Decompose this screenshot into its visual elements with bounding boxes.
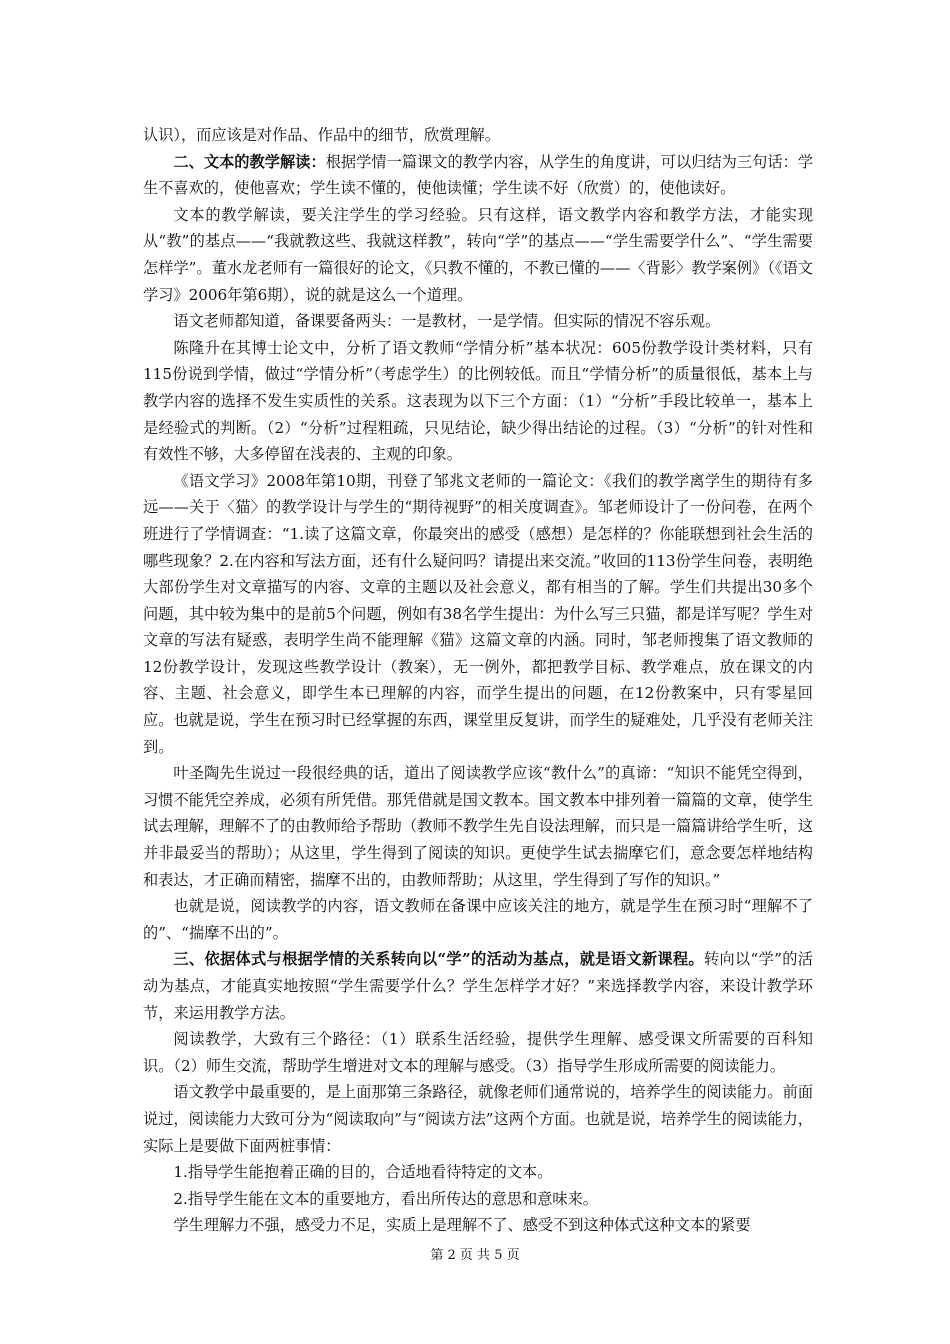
paragraph [143, 760, 813, 893]
paragraph [143, 893, 813, 946]
paragraph-text: 转向以“学”的活动为基点，才能真实地按照“学生需要学什么？学生怎样学才好？”来选择教学内容，来设计教学环节，来运用教学方法。 [143, 950, 813, 1022]
paragraph-text: 阅读教学，大致有三个路径：（1）联系生活经验，提供学生理解、感受课文所需要的百科知识。（2）师生交流，帮助学生增进对文本的理解与感受。（3）指导学生形成所需要的阅读能力。 [143, 1030, 813, 1075]
paragraph-text: 陈隆升在其博士论文中，分析了语文教师“学情分析”基本状况：605份教学设计类材料，只有115份说到学情，做过“学情分析”（考虑学生）的比例较低。而且“学情分析”的质量很低，基本上与教学内容的选择不发生实质性的关系。这表现为以下三个方面：（1）“分析”手段比较单一，基本上是经验式的判断。（2）“分析”过程粗疏，只见结论，缺少得出结论的过程。（3）“分析”的针对性和有效性不够，大多停留在浅表的、主观的印象。 [143, 338, 813, 464]
paragraph [143, 1159, 813, 1186]
paragraph-text: 2.指导学生能在文本的重要地方，看出所传达的意思和意味来。 [173, 1189, 598, 1208]
paragraph [143, 1212, 813, 1239]
paragraph [143, 202, 813, 308]
paragraph [143, 149, 813, 202]
page-footer: 第 2 页 共 5 页 [430, 1248, 520, 1263]
paragraph-text: 文本的教学解读，要关注学生的学习经验。只有这样，语文教学内容和教学方法，才能实现从“教”的基点——“我就教这些、我就这样教”，转向“学”的基点——“学生需要学什么”、“学生需要怎样学”。董水龙老师有一篇很好的论文，《只教不懂的，不教已懂的——〈背影〉教学案例》（《语文学习》2006年第6期），说的就是这么一个道理。 [143, 205, 813, 304]
paragraph [143, 122, 813, 149]
paragraph-heading: 三、依据体式与根据学情的关系转向以“学”的活动为基点，就是语文新课程。 [173, 950, 704, 969]
paragraph [143, 1026, 813, 1079]
paragraph [143, 308, 813, 335]
paragraph-text: 语文教学中最重要的，是上面那第三条路径，就像老师们通常说的，培养学生的阅读能力。前面说过，阅读能力大致可分为“阅读取向”与“阅读方法”这两个方面。也就是说，培养学生的阅读能力，实际上是要做下面两桩事情： [143, 1083, 813, 1155]
paragraph-text: 1.指导学生能抱着正确的目的，合适地看待特定的文本。 [173, 1163, 553, 1182]
paragraph-text: 认识），而应该是对作品、作品中的细节，欣赏理解。 [143, 126, 500, 144]
paragraph-text: 根据学情一篇课文的教学内容，从学生的角度讲，可以归结为三句话：学生不喜欢的，使他喜欢；学生读不懂的，使他读懂；学生读不好（欣赏）的，使他读好。 [143, 152, 814, 198]
paragraph-text: 《语文学习》2008年第10期，刊登了邹兆文老师的一篇论文：《我们的教学离学生的期待有多远——关于〈猫〉的教学设计与学生的“期待视野”的相关度调查》。邹老师设计了一份问卷，在两个班进行了学情调查：“1.读了这篇文章，你最突出的感受（感想）是怎样的？你能联想到社会生活的哪些现象？2.在内容和写法方面，还有什么疑问吗？请提出来交流。”收回的113份学生问卷，表明绝大部份学生对文章描写的内容、文章的主题以及社会意义，都有相当的了解。学生们共提出30多个问题，其中较为集中的是前5个问题，例如有38名学生提出：为什么写三只猫，都是详写呢？学生对文章的写法有疑惑，表明学生尚不能理解《猫》这篇文章的内涵。同时，邹老师搜集了语文教师的12份教学设计，发现这些教学设计（教案），无一例外，都把教学目标、教学难点，放在课文的内容、主题、社会意义，即学生本已理解的内容，而学生提出的问题，在12份教案中，只有零星回应。也就是说，学生在预习时已经掌握的东西，课堂里反复讲，而学生的疑难处，几乎没有老师关注到。 [143, 471, 813, 756]
paragraph-heading: 二、文本的教学解读： [173, 152, 326, 171]
paragraph [143, 468, 813, 761]
paragraph [143, 1186, 813, 1213]
paragraph-text: 语文老师都知道，备课要备两头：一是教材，一是学情。但实际的情况不容乐观。 [173, 312, 721, 331]
paragraph [143, 1079, 813, 1159]
paragraph-text: 也就是说，阅读教学的内容，语文教师在备课中应该关注的地方，就是学生在预习时“理解不了的”、“揣摩不出的”。 [143, 897, 813, 942]
paragraph-text: 叶圣陶先生说过一段很经典的话，道出了阅读教学应该“教什么”的真谛：“知识不能凭空得到，习惯不能凭空养成，必须有所凭借。那凭借就是国文教本。国文教本中排列着一篇篇的文章，使学生试去理解，理解不了的由教师给予帮助（教师不教学生先自设法理解，而只是一篇篇讲给学生听，这并非最妥当的帮助）；从这里，学生得到了阅读的知识。更使学生试去揣摩它们，意念要怎样地结构和表达，才正确而精密，揣摩不出的，由教师帮助；从这里，学生得到了写作的知识。” [143, 764, 813, 889]
paragraph-text: 学生理解力不强，感受力不足，实质上是理解不了、感受不到这种体式这种文本的紧要 [173, 1216, 751, 1235]
body-text [143, 122, 813, 1239]
paragraph [143, 946, 813, 1026]
paragraph [143, 335, 813, 468]
